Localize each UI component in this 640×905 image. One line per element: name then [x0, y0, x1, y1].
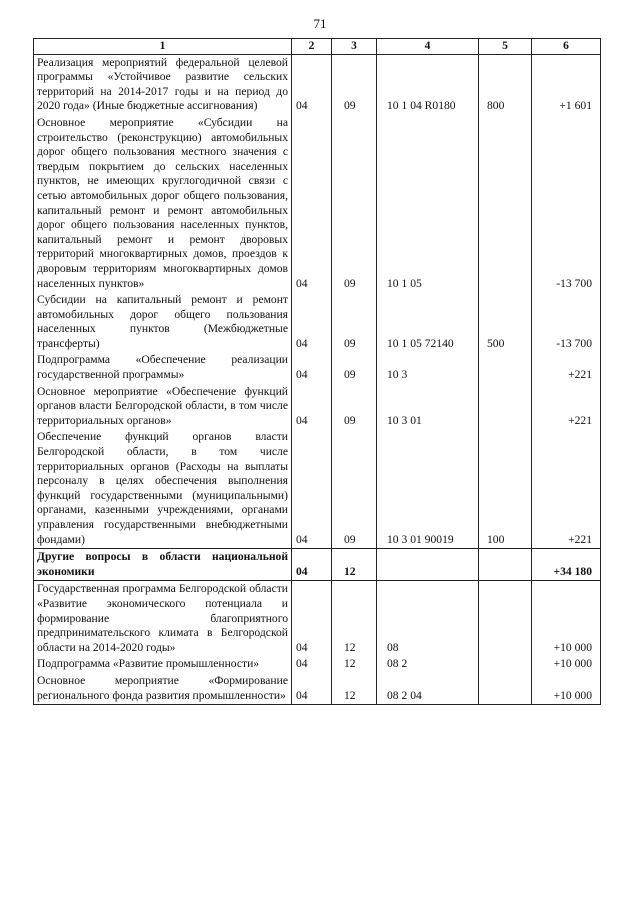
row-expense-type	[479, 549, 532, 581]
row-target-article: 10 3 01	[377, 384, 479, 430]
row-expense-type: 100	[479, 429, 532, 548]
header-col-3: 3	[332, 39, 377, 55]
row-subsection: 09	[332, 384, 377, 430]
row-subsection: 12	[332, 656, 377, 673]
row-amount: +221	[532, 429, 601, 548]
row-section: 04	[292, 352, 332, 383]
row-expense-type: 800	[479, 54, 532, 115]
row-name: Подпрограмма «Обеспечение реализации государственной программы»	[34, 352, 292, 383]
row-name: Другие вопросы в области национальной экономики	[34, 549, 292, 581]
header-row	[34, 39, 601, 55]
table-row	[34, 115, 601, 292]
row-amount: +221	[532, 352, 601, 383]
row-name: Реализация мероприятий федеральной целевой программы «Устойчивое развитие сельских территорий на 2014-2017 годы и на период до 2020 года» (Иные бюджетные ассигнования)	[34, 54, 292, 115]
row-subsection: 09	[332, 292, 377, 352]
row-name: Государственная программа Белгородской области «Развитие экономического потенциала и формирование благоприятного предпринимательского климата в Белгородской области на 2014-2020 годы»	[34, 581, 292, 656]
row-amount: -13 700	[532, 292, 601, 352]
row-name: Подпрограмма «Развитие промышленности»	[34, 656, 292, 673]
row-target-article: 10 1 05	[377, 115, 479, 292]
row-expense-type: 500	[479, 292, 532, 352]
row-expense-type	[479, 581, 532, 656]
table-row	[34, 54, 601, 115]
table-row	[34, 549, 601, 581]
row-section: 04	[292, 54, 332, 115]
row-expense-type	[479, 115, 532, 292]
row-amount: +10 000	[532, 673, 601, 705]
row-target-article: 10 3	[377, 352, 479, 383]
row-target-article: 08	[377, 581, 479, 656]
table-row	[34, 384, 601, 430]
table-row	[34, 656, 601, 673]
row-name: Субсидии на капитальный ремонт и ремонт автомобильных дорог общего пользования населенных пунктов (Межбюджетные трансферты)	[34, 292, 292, 352]
row-section: 04	[292, 384, 332, 430]
row-section: 04	[292, 581, 332, 656]
header-col-1: 1	[34, 39, 292, 55]
header-col-2: 2	[292, 39, 332, 55]
header-col-4: 4	[377, 39, 479, 55]
row-expense-type	[479, 384, 532, 430]
row-name: Основное мероприятие «Субсидии на строительство (реконструкцию) автомобильных дорог общего пользования местного значения с твердым покрытием до сельских населенных пунктов, не имеющих круглогодичной связи с сетью автомобильных дорог общего пользования, капитальный ремонт и ремонт автомобильных дорог общего пользования населенных пунктов, капитальный ремонт и ремонт дворовых территорий многоквартирных домов, проездов к дворовым территориям многоквартирных домов населенных пунктов»	[34, 115, 292, 292]
row-section: 04	[292, 549, 332, 581]
row-subsection: 12	[332, 581, 377, 656]
row-name: Основное мероприятие «Обеспечение функций органов власти Белгородской области, в том числе территориальных органов»	[34, 384, 292, 430]
row-expense-type	[479, 673, 532, 705]
row-section: 04	[292, 115, 332, 292]
row-subsection: 12	[332, 673, 377, 705]
row-amount: +221	[532, 384, 601, 430]
row-target-article: 08 2 04	[377, 673, 479, 705]
table-row	[34, 292, 601, 352]
table-row	[34, 352, 601, 383]
row-target-article: 10 1 05 72140	[377, 292, 479, 352]
table-row	[34, 429, 601, 548]
row-amount: +1 601	[532, 54, 601, 115]
row-amount: +10 000	[532, 656, 601, 673]
row-subsection: 12	[332, 549, 377, 581]
row-name: Основное мероприятие «Формирование регионального фонда развития промышленности»	[34, 673, 292, 705]
row-section: 04	[292, 656, 332, 673]
row-subsection: 09	[332, 352, 377, 383]
table-row	[34, 581, 601, 656]
row-target-article: 10 3 01 90019	[377, 429, 479, 548]
row-section: 04	[292, 673, 332, 705]
row-amount: +34 180	[532, 549, 601, 581]
row-target-article: 08 2	[377, 656, 479, 673]
row-subsection: 09	[332, 54, 377, 115]
row-section: 04	[292, 429, 332, 548]
row-amount: -13 700	[532, 115, 601, 292]
row-target-article: 10 1 04 R0180	[377, 54, 479, 115]
row-amount: +10 000	[532, 581, 601, 656]
row-expense-type	[479, 352, 532, 383]
row-subsection: 09	[332, 115, 377, 292]
budget-table	[33, 38, 601, 705]
table-row	[34, 673, 601, 705]
header-col-5: 5	[479, 39, 532, 55]
page-number: 71	[313, 16, 327, 31]
row-expense-type	[479, 656, 532, 673]
row-section: 04	[292, 292, 332, 352]
row-target-article	[377, 549, 479, 581]
header-col-6: 6	[532, 39, 601, 55]
row-name: Обеспечение функций органов власти Белгородской области, в том числе территориальных органов (Расходы на выплаты персоналу в целях обеспечения выполнения функций государственными (муниципальными) органами, казенными учреждениями, органами управления государственными внебюджетными фондами)	[34, 429, 292, 548]
row-subsection: 09	[332, 429, 377, 548]
